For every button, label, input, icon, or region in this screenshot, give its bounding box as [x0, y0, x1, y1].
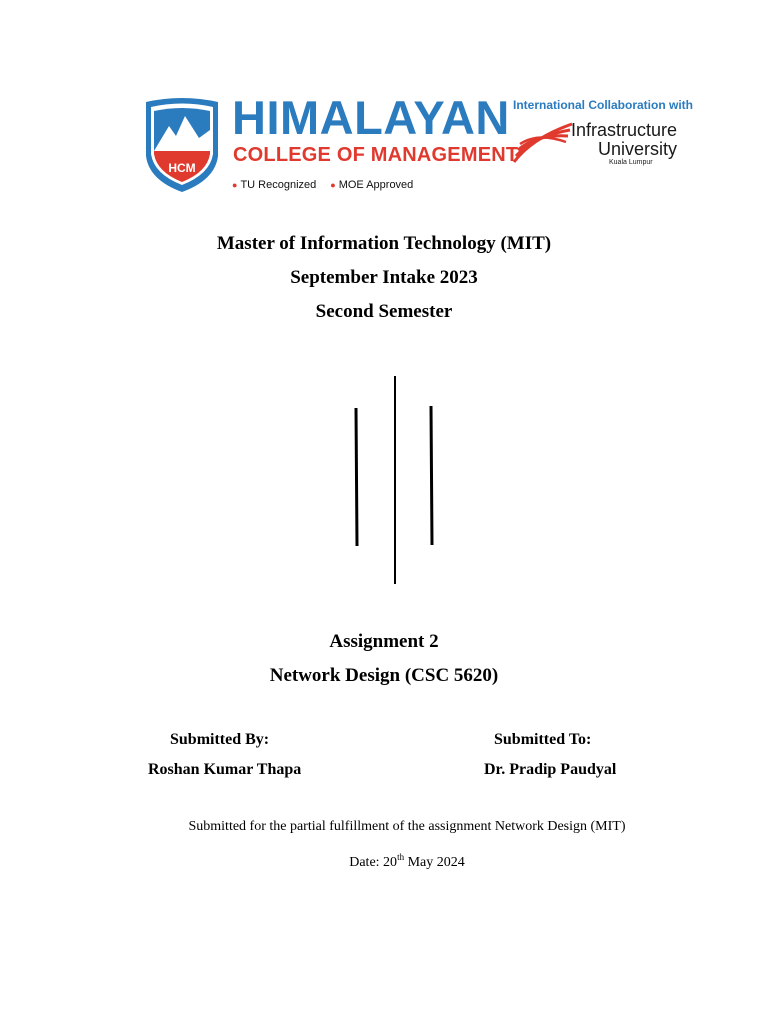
bullet-icon: ● — [330, 180, 336, 190]
program-semester: Second Semester — [315, 301, 453, 322]
submitted-to-label: Submitted To: — [494, 731, 592, 748]
badge-moe: MOE Approved — [338, 179, 414, 191]
partner-location: Kuala Lumpur — [609, 159, 653, 166]
submission-note: Submitted for the partial fulfillment of the assignment Network Design (MIT) — [188, 819, 626, 834]
student-name: Roshan Kumar Thapa — [148, 761, 302, 778]
bullet-icon: ● — [232, 180, 238, 190]
partner-name-line1: Infrastructure — [571, 120, 678, 140]
instructor-name: Dr. Pradip Paudyal — [484, 761, 617, 778]
collaboration-label: International Collaboration with — [513, 98, 693, 112]
assignment-title: Assignment 2 — [329, 631, 439, 652]
infrastructure-university-logo-icon — [512, 118, 574, 166]
assignment-course: Network Design (CSC 5620) — [269, 665, 499, 686]
submitted-by-label: Submitted By: — [170, 731, 270, 748]
college-subtitle: COLLEGE OF MANAGEMENT — [233, 144, 519, 166]
decorative-lines — [340, 374, 440, 588]
program-name: Master of Information Technology (MIT) — [216, 233, 552, 254]
program-intake: September Intake 2023 — [290, 267, 478, 288]
badge-tu: TU Recognized — [240, 179, 317, 191]
himalayan-shield-logo — [143, 96, 221, 194]
college-name: HIMALAYAN — [232, 91, 510, 144]
partner-name-line2: University — [598, 139, 678, 159]
submission-date: Date: 20th May 2024 — [349, 852, 465, 870]
logo-badge-text: HCM — [168, 161, 196, 175]
accreditation-badges — [232, 180, 413, 191]
